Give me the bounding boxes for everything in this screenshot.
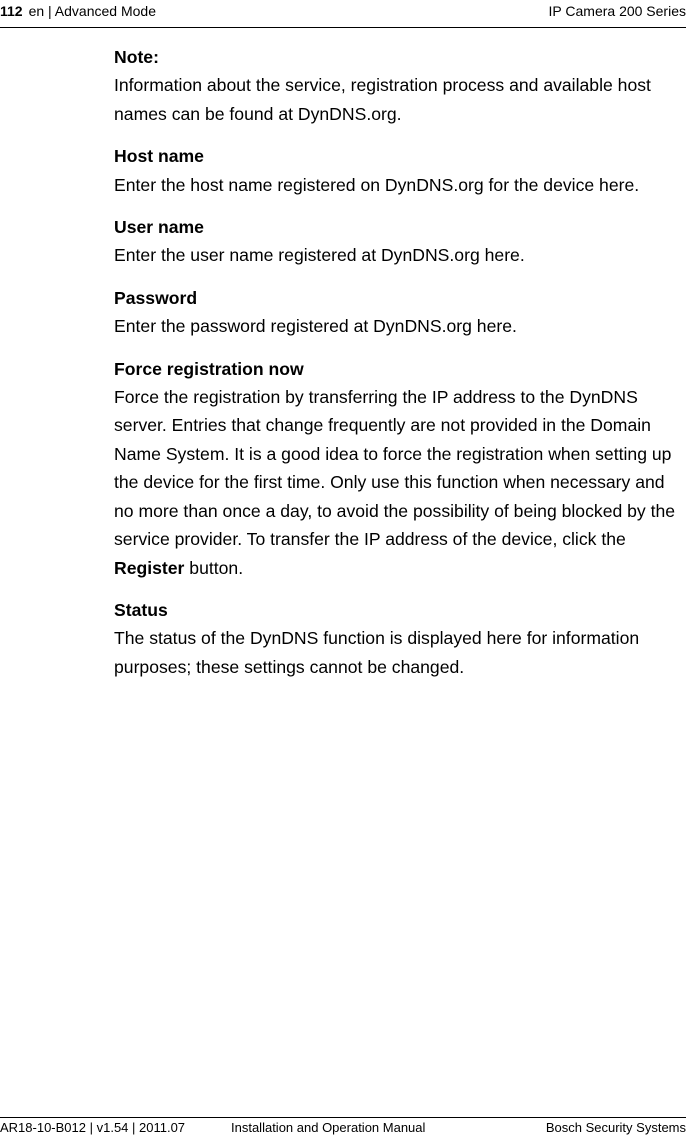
section-text: Enter the user name registered at DynDNS.org here. <box>114 245 525 266</box>
footer-doc-id: AR18-10-B012 | v1.54 | 2011.07 <box>0 1120 186 1135</box>
header-left <box>0 3 156 19</box>
section-heading: Host name <box>114 146 204 167</box>
section-status <box>114 596 686 681</box>
section-note <box>114 43 686 128</box>
footer-company: Bosch Security Systems <box>545 1120 686 1135</box>
section-text: Information about the service, registration process and available host names can be found at DynDNS.org. <box>114 75 651 124</box>
header-product: IP Camera 200 Series <box>548 3 686 19</box>
section-text: The status of the DynDNS function is displayed here for information purposes; these settings cannot be changed. <box>114 628 640 677</box>
section-user-name <box>114 213 686 270</box>
section-heading: Note: <box>114 47 159 67</box>
page-number: 112 <box>0 3 23 19</box>
section-text-before: Force the registration by transferring the IP address to the DynDNS server. Entries that change frequently are not provided in the Domain Name System. It is a good idea to force the registration when setting up the device for the first time. Only use this function when necessary and no more than once a day, to avoid the possibility of being blocked by the service provider. To transfer the IP address of the device, click the <box>114 387 676 550</box>
section-text: Enter the password registered at DynDNS.org here. <box>114 316 517 337</box>
section-heading: Status <box>114 599 168 620</box>
section-force-registration <box>114 355 686 582</box>
page-header <box>0 0 686 28</box>
footer-doc-title: Installation and Operation Manual <box>231 1120 426 1135</box>
register-term: Register <box>114 557 185 578</box>
section-heading: Password <box>114 287 198 308</box>
section-host-name <box>114 142 686 199</box>
page-content <box>114 43 686 695</box>
section-heading: User name <box>114 217 204 238</box>
page-footer <box>0 1117 686 1136</box>
section-heading: Force registration now <box>114 358 304 379</box>
section-text: Enter the host name registered on DynDNS.org for the device here. <box>114 174 640 195</box>
header-section: en | Advanced Mode <box>28 3 156 19</box>
section-text-after: button. <box>184 557 244 578</box>
section-password <box>114 284 686 341</box>
section-text <box>114 383 686 582</box>
